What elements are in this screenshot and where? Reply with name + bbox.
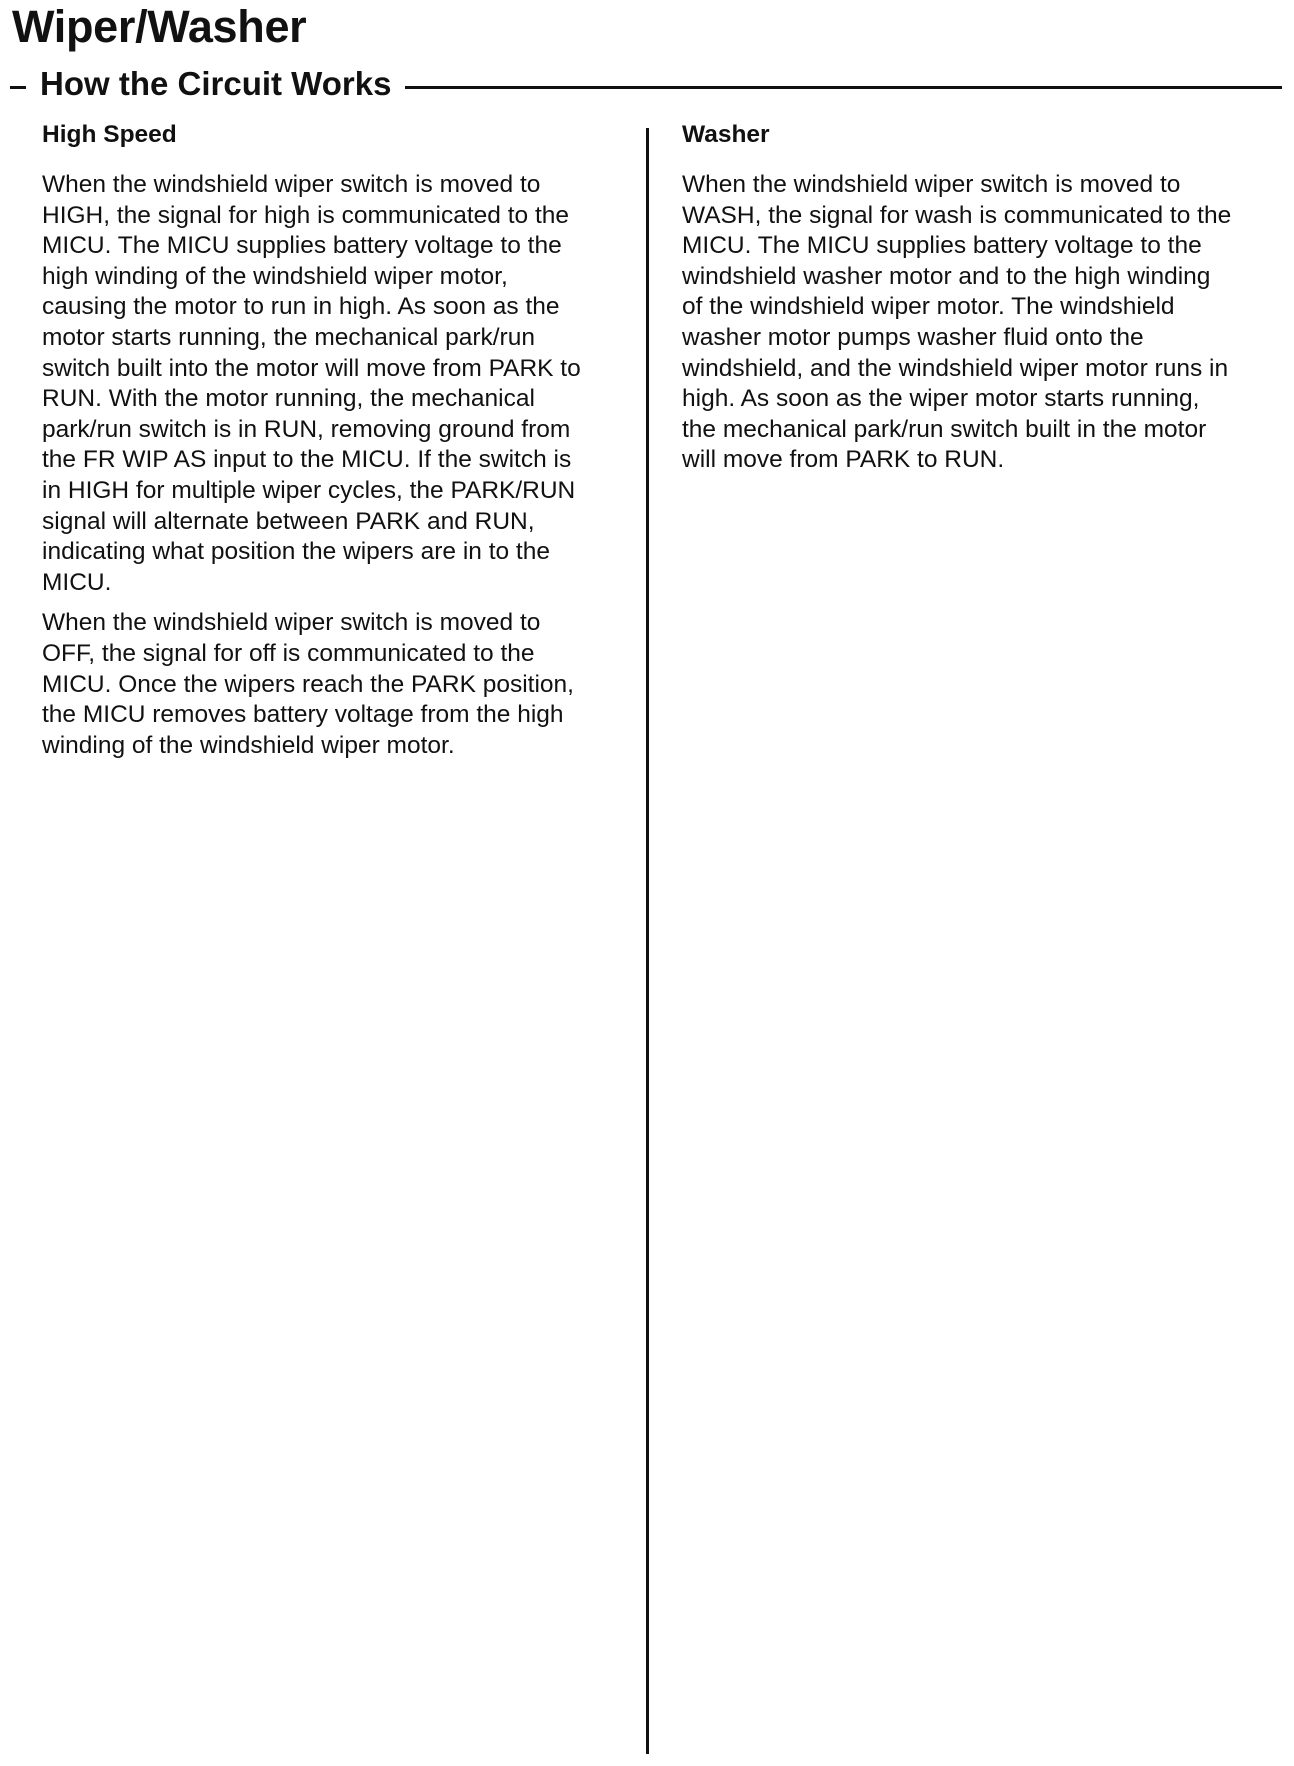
page-title: Wiper/Washer — [12, 1, 307, 52]
section-header — [10, 62, 1282, 106]
section-rule — [405, 86, 1282, 89]
washer-heading: Washer — [682, 121, 770, 148]
left-column — [42, 118, 622, 771]
high-speed-paragraph-1: When the windshield wiper switch is moved to HIGH, the signal for high is communicated to the MICU. The MICU supplies battery voltage to the high winding of the windshield wiper motor, causing the motor to run in high. As soon as the motor starts running, the mechanical park/run switch built into the motor will move from PARK to RUN. With the motor running, the mechanical park/run switch is in RUN, removing ground from the FR WIP AS input to the MICU. If the switch is in HIGH for multiple wiper cycles, the PARK/RUN signal will alternate between PARK and RUN, indicating what position the wipers are in to the MICU. — [42, 171, 581, 596]
column-divider — [646, 128, 649, 1754]
high-speed-heading: High Speed — [42, 121, 177, 148]
washer-paragraph-1: When the windshield wiper switch is moved to WASH, the signal for wash is communicated to the MICU. The MICU supplies battery voltage to the windshield washer motor and to the high winding of the windshield wiper motor. The windshield washer motor pumps washer fluid onto the windshield, and the windshield wiper motor runs in high. As soon as the wiper motor starts running, the mechanical park/run switch built in the motor will move from PARK to RUN. — [682, 171, 1232, 474]
section-dash — [10, 86, 26, 89]
right-column — [682, 118, 1262, 486]
section-title: How the Circuit Works — [40, 65, 392, 102]
high-speed-paragraph-2: When the windshield wiper switch is moved to OFF, the signal for off is communicated to the MICU. Once the wipers reach the PARK position, the MICU removes battery voltage from the high winding of the windshield wiper motor. — [42, 609, 574, 759]
